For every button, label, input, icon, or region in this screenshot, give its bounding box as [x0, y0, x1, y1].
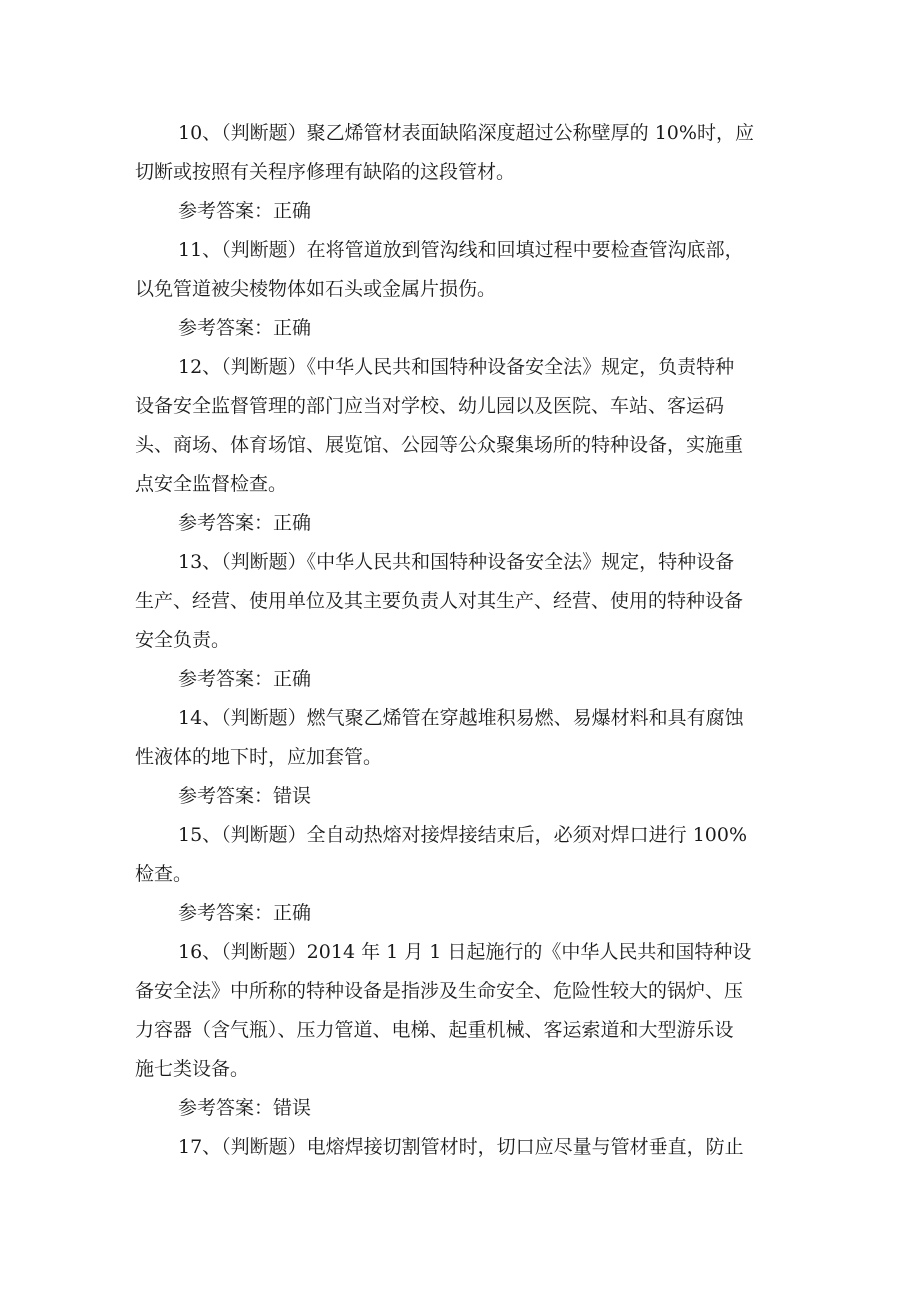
question-11-line-1: 11、（判断题）在将管道放到管沟线和回填过程中要检查管沟底部，: [178, 239, 744, 261]
question-16-line-1: 16、（判断题）2014 年 1 月 1 日起施行的《中华人民共和国特种设: [178, 941, 752, 963]
question-14-line-2: 性液体的地下时，应加套管。: [135, 746, 383, 768]
question-14-line-1: 14、（判断题）燃气聚乙烯管在穿越堆积易燃、易爆材料和具有腐蚀: [178, 707, 744, 729]
question-11-answer: 参考答案：正确: [178, 317, 312, 339]
question-10-line-1: 10、（判断题）聚乙烯管材表面缺陷深度超过公称壁厚的 10%时，应: [178, 122, 754, 144]
question-10-answer: 参考答案：正确: [178, 200, 312, 222]
question-15-line-1: 15、（判断题）全自动热熔对接焊接结束后，必须对焊口进行 100%: [178, 824, 748, 846]
question-17-line-1: 17、（判断题）电熔焊接切割管材时，切口应尽量与管材垂直，防止: [178, 1136, 744, 1158]
question-16-answer: 参考答案：错误: [178, 1097, 312, 1119]
question-12-line-3: 头、商场、体育场馆、展览馆、公园等公众聚集场所的特种设备，实施重: [135, 434, 744, 456]
question-13-answer: 参考答案：正确: [178, 668, 312, 690]
question-15-answer: 参考答案：正确: [178, 902, 312, 924]
question-13-line-2: 生产、经营、使用单位及其主要负责人对其生产、经营、使用的特种设备: [135, 590, 744, 612]
question-16-line-3: 力容器（含气瓶）、压力管道、电梯、起重机械、客运索道和大型游乐设: [135, 1019, 734, 1041]
question-12-answer: 参考答案：正确: [178, 512, 312, 534]
question-12-line-4: 点安全监督检查。: [135, 473, 288, 495]
question-16-line-4: 施七类设备。: [135, 1058, 250, 1080]
question-15-line-2: 检查。: [135, 863, 193, 885]
question-13-line-3: 安全负责。: [135, 629, 231, 651]
question-14-answer: 参考答案：错误: [178, 785, 312, 807]
question-11-line-2: 以免管道被尖棱物体如石头或金属片损伤。: [135, 278, 497, 300]
question-12-line-1: 12、（判断题）《中华人民共和国特种设备安全法》规定，负责特种: [178, 356, 735, 378]
question-16-line-2: 备安全法》中所称的特种设备是指涉及生命安全、危险性较大的锅炉、压: [135, 980, 744, 1002]
question-12-line-2: 设备安全监督管理的部门应当对学校、幼儿园以及医院、车站、客运码: [135, 395, 725, 417]
question-10-line-2: 切断或按照有关程序修理有缺陷的这段管材。: [135, 161, 516, 183]
question-13-line-1: 13、（判断题）《中华人民共和国特种设备安全法》规定，特种设备: [178, 551, 735, 573]
